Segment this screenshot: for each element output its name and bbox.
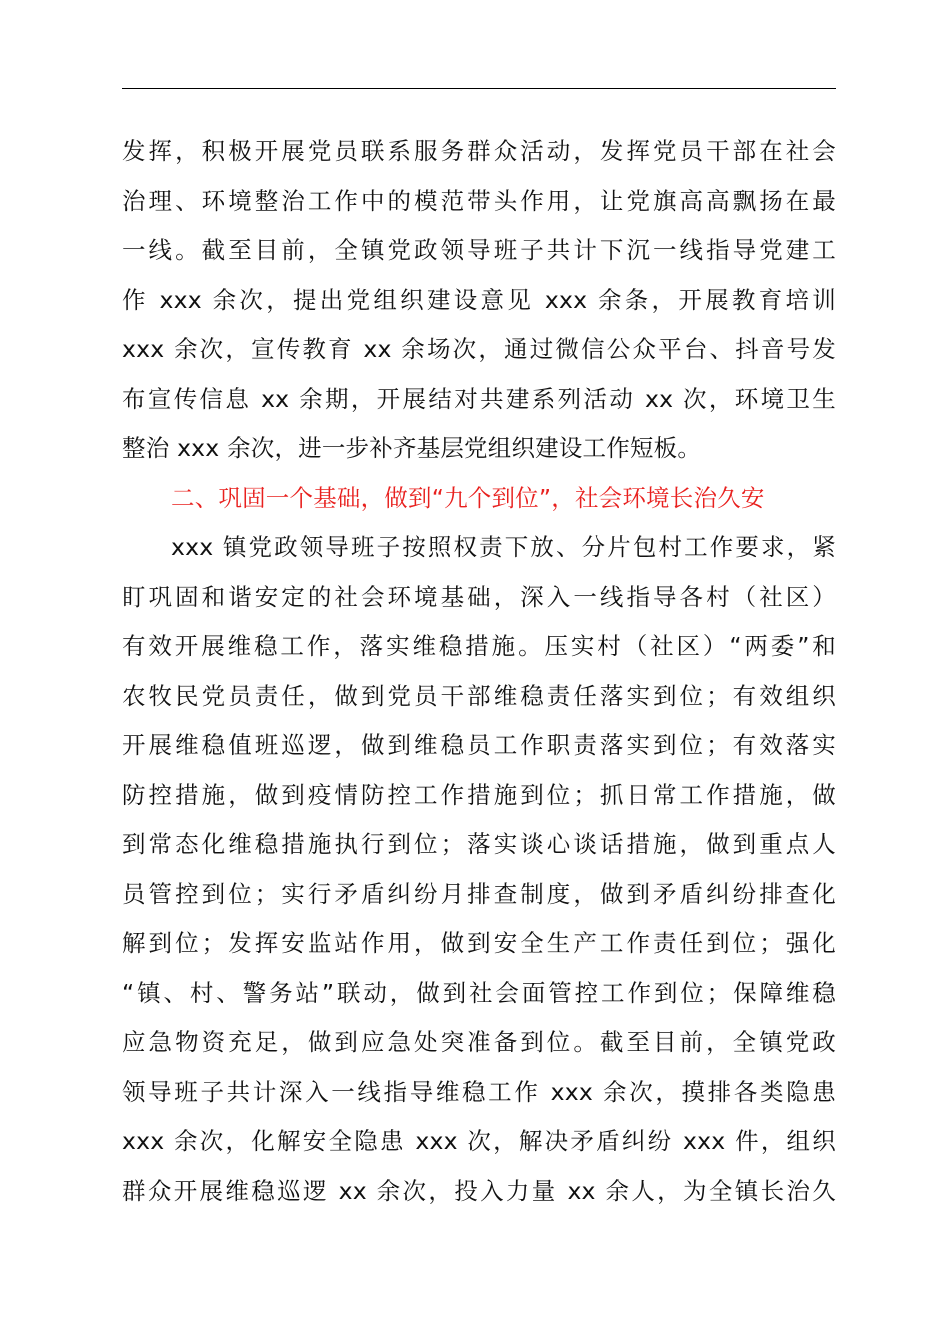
text-line: 开展维稳值班巡逻，做到维稳员工作职责落实到位；有效落实	[122, 731, 836, 759]
paragraph-2	[122, 523, 836, 1216]
text-line: 发挥，积极开展党员联系服务群众活动，发挥党员干部在社会	[122, 137, 836, 165]
text-line: 防控措施，做到疫情防控工作措施到位；抓日常工作措施，做	[122, 780, 836, 809]
text-line: xxx 余次，化解安全隐患 xxx 次，解决矛盾纠纷 xxx 件，组织	[122, 1127, 836, 1155]
text-line: 群众开展维稳巡逻 xx 余次，投入力量 xx 余人，为全镇长治久	[122, 1176, 836, 1205]
text-line: 一线。截至目前，全镇党政领导班子共计下沉一线指导党建工	[122, 236, 836, 264]
section-heading: 二、巩固一个基础，做到“九个到位”，社会环境长治久安	[171, 483, 765, 512]
text-line: 员管控到位；实行矛盾纠纷月排查制度，做到矛盾纠纷排查化	[122, 879, 836, 908]
text-line: 应急物资充足，做到应急处突准备到位。截至目前，全镇党政	[122, 1028, 836, 1056]
text-line: “镇、村、警务站”联动，做到社会面管控工作到位；保障维稳	[122, 978, 836, 1007]
text-line: xxx 镇党政领导班子按照权责下放、分片包村工作要求，紧	[171, 533, 836, 561]
text-line: 治理、环境整治工作中的模范带头作用，让党旗高高飘扬在最	[122, 186, 836, 215]
text-line: 有效开展维稳工作，落实维稳措施。压实村（社区）“两委”和	[122, 632, 836, 660]
body-text	[122, 127, 836, 1216]
text-line: xxx 余次，宣传教育 xx 余场次，通过微信公众平台、抖音号发	[122, 335, 836, 363]
text-line: 解到位；发挥安监站作用，做到安全生产工作责任到位；强化	[122, 929, 836, 957]
text-line: 盯巩固和谐安定的社会环境基础，深入一线指导各村（社区）	[122, 582, 836, 611]
text-line: 领导班子共计深入一线指导维稳工作 xxx 余次，摸排各类隐患	[122, 1077, 836, 1106]
text-line: 到常态化维稳措施执行到位；落实谈心谈话措施，做到重点人	[122, 830, 836, 858]
text-line: 农牧民党员责任，做到党员干部维稳责任落实到位；有效组织	[122, 681, 836, 710]
paragraph-1	[122, 127, 836, 474]
text-line: 布宣传信息 xx 余期，开展结对共建系列活动 xx 次，环境卫生	[122, 384, 836, 413]
text-line: 整治 xxx 余次，进一步补齐基层党组织建设工作短板。	[122, 434, 702, 462]
header-rule	[122, 88, 836, 89]
text-line: 作 xxx 余次，提出党组织建设意见 xxx 余条，开展教育培训	[122, 285, 836, 314]
